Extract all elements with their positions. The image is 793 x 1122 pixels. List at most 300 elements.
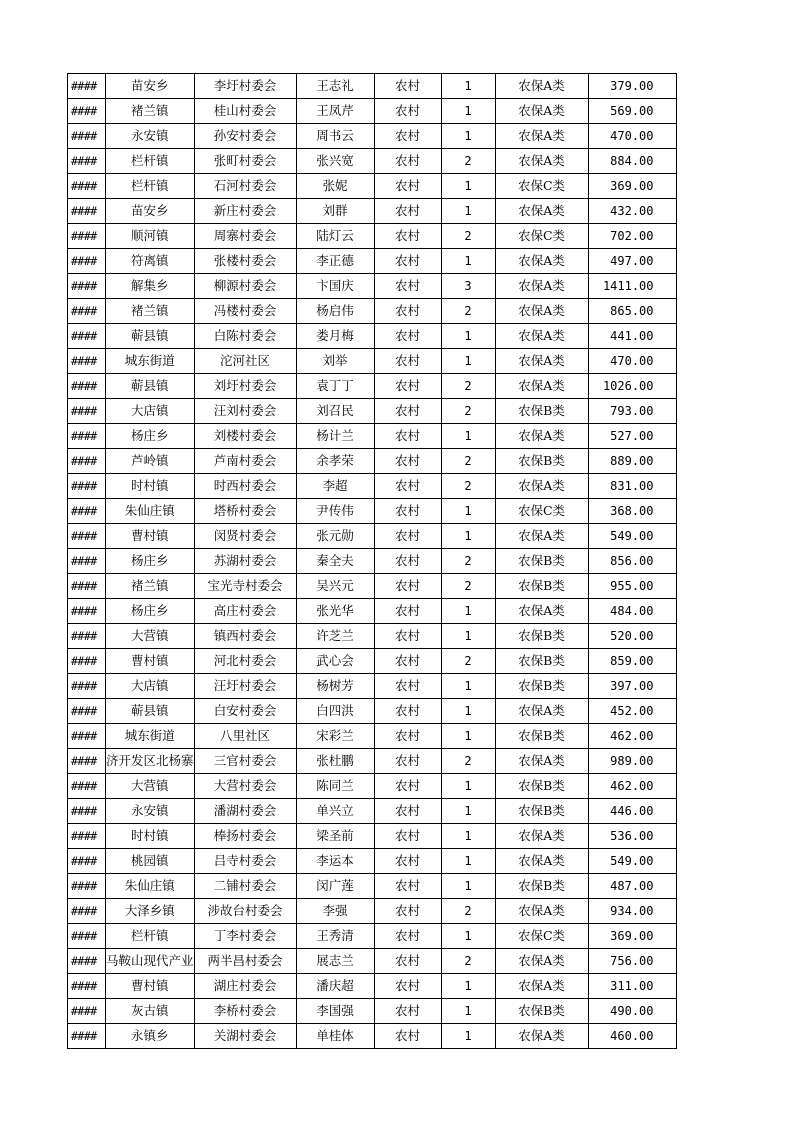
cell-insurance-class: 农保A类 <box>495 899 588 924</box>
cell-insurance-class: 农保A类 <box>495 974 588 999</box>
cell-insurance-class: 农保C类 <box>495 924 588 949</box>
cell-name: 许芝兰 <box>296 624 374 649</box>
cell-amount: 520.00 <box>588 624 676 649</box>
cell-row-id: #### <box>68 799 106 824</box>
cell-insurance-class: 农保B类 <box>495 649 588 674</box>
cell-town: 城东街道 <box>106 349 195 374</box>
cell-village: 新庄村委会 <box>194 199 296 224</box>
cell-row-id: #### <box>68 249 106 274</box>
cell-town: 栏杆镇 <box>106 174 195 199</box>
cell-village: 高庄村委会 <box>194 599 296 624</box>
cell-insurance-class: 农保A类 <box>495 1024 588 1049</box>
table-row <box>68 724 677 749</box>
cell-row-id: #### <box>68 774 106 799</box>
cell-town: 褚兰镇 <box>106 574 195 599</box>
cell-town: 城东街道 <box>106 724 195 749</box>
cell-town: 杨庄乡 <box>106 599 195 624</box>
cell-village: 汪圩村委会 <box>194 674 296 699</box>
cell-name: 展志兰 <box>296 949 374 974</box>
cell-village: 石河村委会 <box>194 174 296 199</box>
cell-name: 刘群 <box>296 199 374 224</box>
cell-insurance-class: 农保A类 <box>495 124 588 149</box>
cell-name: 娄月梅 <box>296 324 374 349</box>
cell-row-id: #### <box>68 699 106 724</box>
table-row <box>68 399 677 424</box>
cell-row-id: #### <box>68 449 106 474</box>
cell-town: 蕲县镇 <box>106 324 195 349</box>
cell-household-count: 1 <box>441 1024 495 1049</box>
cell-area-type: 农村 <box>374 199 441 224</box>
table-row <box>68 199 677 224</box>
cell-name: 卞国庆 <box>296 274 374 299</box>
cell-insurance-class: 农保A类 <box>495 424 588 449</box>
cell-row-id: #### <box>68 424 106 449</box>
cell-amount: 793.00 <box>588 399 676 424</box>
cell-household-count: 1 <box>441 599 495 624</box>
cell-row-id: #### <box>68 674 106 699</box>
cell-row-id: #### <box>68 374 106 399</box>
cell-town: 顺河镇 <box>106 224 195 249</box>
cell-town: 永安镇 <box>106 124 195 149</box>
cell-name: 梁圣前 <box>296 824 374 849</box>
cell-town: 栏杆镇 <box>106 924 195 949</box>
cell-insurance-class: 农保A类 <box>495 199 588 224</box>
cell-row-id: #### <box>68 849 106 874</box>
cell-row-id: #### <box>68 474 106 499</box>
cell-name: 武心会 <box>296 649 374 674</box>
cell-area-type: 农村 <box>374 974 441 999</box>
cell-household-count: 1 <box>441 999 495 1024</box>
cell-insurance-class: 农保B类 <box>495 549 588 574</box>
cell-insurance-class: 农保B类 <box>495 449 588 474</box>
cell-insurance-class: 农保B类 <box>495 999 588 1024</box>
table-row <box>68 124 677 149</box>
cell-insurance-class: 农保A类 <box>495 699 588 724</box>
cell-village: 丁李村委会 <box>194 924 296 949</box>
table-row <box>68 224 677 249</box>
cell-area-type: 农村 <box>374 399 441 424</box>
cell-name: 尹传伟 <box>296 499 374 524</box>
cell-village: 张町村委会 <box>194 149 296 174</box>
cell-town: 马鞍山现代产业 <box>106 949 195 974</box>
table-row <box>68 424 677 449</box>
cell-insurance-class: 农保A类 <box>495 74 588 99</box>
table-row <box>68 149 677 174</box>
cell-row-id: #### <box>68 824 106 849</box>
cell-area-type: 农村 <box>374 324 441 349</box>
cell-amount: 889.00 <box>588 449 676 474</box>
cell-area-type: 农村 <box>374 999 441 1024</box>
cell-insurance-class: 农保A类 <box>495 249 588 274</box>
cell-row-id: #### <box>68 899 106 924</box>
cell-insurance-class: 农保A类 <box>495 949 588 974</box>
cell-insurance-class: 农保A类 <box>495 524 588 549</box>
table-row <box>68 99 677 124</box>
cell-row-id: #### <box>68 874 106 899</box>
table-row <box>68 824 677 849</box>
table-row <box>68 899 677 924</box>
cell-town: 朱仙庄镇 <box>106 874 195 899</box>
cell-household-count: 2 <box>441 449 495 474</box>
cell-name: 陆灯云 <box>296 224 374 249</box>
cell-amount: 432.00 <box>588 199 676 224</box>
cell-area-type: 农村 <box>374 724 441 749</box>
cell-area-type: 农村 <box>374 274 441 299</box>
table-row <box>68 449 677 474</box>
cell-name: 李国强 <box>296 999 374 1024</box>
table-row <box>68 474 677 499</box>
cell-insurance-class: 农保A类 <box>495 274 588 299</box>
cell-name: 吴兴元 <box>296 574 374 599</box>
cell-area-type: 农村 <box>374 699 441 724</box>
cell-insurance-class: 农保A类 <box>495 149 588 174</box>
cell-area-type: 农村 <box>374 499 441 524</box>
cell-row-id: #### <box>68 574 106 599</box>
cell-area-type: 农村 <box>374 924 441 949</box>
cell-amount: 884.00 <box>588 149 676 174</box>
cell-name: 李强 <box>296 899 374 924</box>
cell-name: 王秀清 <box>296 924 374 949</box>
cell-area-type: 农村 <box>374 424 441 449</box>
data-table <box>67 73 677 1049</box>
cell-town: 褚兰镇 <box>106 99 195 124</box>
cell-row-id: #### <box>68 199 106 224</box>
table-row <box>68 574 677 599</box>
cell-row-id: #### <box>68 124 106 149</box>
cell-amount: 311.00 <box>588 974 676 999</box>
cell-town: 栏杆镇 <box>106 149 195 174</box>
cell-village: 李圩村委会 <box>194 74 296 99</box>
table-row <box>68 74 677 99</box>
cell-name: 李运本 <box>296 849 374 874</box>
cell-row-id: #### <box>68 174 106 199</box>
cell-amount: 989.00 <box>588 749 676 774</box>
cell-amount: 368.00 <box>588 499 676 524</box>
table-row <box>68 674 677 699</box>
cell-amount: 831.00 <box>588 474 676 499</box>
cell-amount: 452.00 <box>588 699 676 724</box>
cell-row-id: #### <box>68 649 106 674</box>
cell-row-id: #### <box>68 399 106 424</box>
cell-name: 单兴立 <box>296 799 374 824</box>
cell-town: 蕲县镇 <box>106 374 195 399</box>
table-row <box>68 774 677 799</box>
cell-row-id: #### <box>68 499 106 524</box>
cell-household-count: 1 <box>441 799 495 824</box>
cell-name: 王志礼 <box>296 74 374 99</box>
cell-town: 蕲县镇 <box>106 699 195 724</box>
cell-amount: 460.00 <box>588 1024 676 1049</box>
cell-row-id: #### <box>68 1024 106 1049</box>
cell-village: 刘圩村委会 <box>194 374 296 399</box>
table-row <box>68 324 677 349</box>
cell-household-count: 1 <box>441 74 495 99</box>
cell-insurance-class: 农保A类 <box>495 324 588 349</box>
cell-amount: 484.00 <box>588 599 676 624</box>
cell-town: 大店镇 <box>106 399 195 424</box>
cell-name: 袁丁丁 <box>296 374 374 399</box>
cell-name: 张杜鹏 <box>296 749 374 774</box>
cell-town: 桃园镇 <box>106 849 195 874</box>
cell-village: 柳源村委会 <box>194 274 296 299</box>
cell-name: 宋彩兰 <box>296 724 374 749</box>
cell-area-type: 农村 <box>374 349 441 374</box>
cell-household-count: 2 <box>441 749 495 774</box>
table-row <box>68 599 677 624</box>
cell-name: 张元勋 <box>296 524 374 549</box>
cell-insurance-class: 农保C类 <box>495 174 588 199</box>
table-row <box>68 1024 677 1049</box>
cell-village: 吕寺村委会 <box>194 849 296 874</box>
table-row <box>68 374 677 399</box>
cell-insurance-class: 农保A类 <box>495 349 588 374</box>
cell-household-count: 1 <box>441 824 495 849</box>
cell-town: 苗安乡 <box>106 74 195 99</box>
cell-insurance-class: 农保A类 <box>495 599 588 624</box>
table-row <box>68 974 677 999</box>
cell-name: 周书云 <box>296 124 374 149</box>
cell-household-count: 1 <box>441 774 495 799</box>
cell-area-type: 农村 <box>374 899 441 924</box>
cell-row-id: #### <box>68 724 106 749</box>
cell-amount: 955.00 <box>588 574 676 599</box>
cell-village: 白陈村委会 <box>194 324 296 349</box>
cell-town: 朱仙庄镇 <box>106 499 195 524</box>
table-body <box>68 74 677 1049</box>
cell-area-type: 农村 <box>374 624 441 649</box>
cell-area-type: 农村 <box>374 149 441 174</box>
cell-amount: 369.00 <box>588 174 676 199</box>
cell-town: 曹村镇 <box>106 524 195 549</box>
table-row <box>68 274 677 299</box>
table-row <box>68 524 677 549</box>
cell-town: 济开发区北杨寨 <box>106 749 195 774</box>
cell-area-type: 农村 <box>374 449 441 474</box>
cell-village: 苏湖村委会 <box>194 549 296 574</box>
cell-amount: 462.00 <box>588 774 676 799</box>
cell-name: 杨启伟 <box>296 299 374 324</box>
cell-village: 大营村委会 <box>194 774 296 799</box>
cell-village: 两半昌村委会 <box>194 949 296 974</box>
cell-village: 二铺村委会 <box>194 874 296 899</box>
cell-amount: 1026.00 <box>588 374 676 399</box>
cell-amount: 549.00 <box>588 849 676 874</box>
cell-row-id: #### <box>68 149 106 174</box>
cell-village: 芦南村委会 <box>194 449 296 474</box>
cell-row-id: #### <box>68 949 106 974</box>
cell-town: 时村镇 <box>106 824 195 849</box>
cell-name: 张妮 <box>296 174 374 199</box>
cell-row-id: #### <box>68 224 106 249</box>
cell-amount: 397.00 <box>588 674 676 699</box>
cell-village: 沱河社区 <box>194 349 296 374</box>
cell-amount: 1411.00 <box>588 274 676 299</box>
cell-row-id: #### <box>68 599 106 624</box>
cell-village: 镇西村委会 <box>194 624 296 649</box>
cell-village: 孙安村委会 <box>194 124 296 149</box>
cell-insurance-class: 农保A类 <box>495 299 588 324</box>
cell-household-count: 2 <box>441 299 495 324</box>
cell-insurance-class: 农保B类 <box>495 399 588 424</box>
cell-village: 三官村委会 <box>194 749 296 774</box>
cell-town: 曹村镇 <box>106 649 195 674</box>
cell-row-id: #### <box>68 999 106 1024</box>
cell-village: 周寨村委会 <box>194 224 296 249</box>
cell-town: 杨庄乡 <box>106 424 195 449</box>
table-row <box>68 349 677 374</box>
cell-name: 张兴宽 <box>296 149 374 174</box>
cell-amount: 569.00 <box>588 99 676 124</box>
cell-row-id: #### <box>68 624 106 649</box>
cell-amount: 470.00 <box>588 349 676 374</box>
cell-village: 塔桥村委会 <box>194 499 296 524</box>
table-row <box>68 749 677 774</box>
cell-name: 杨树芳 <box>296 674 374 699</box>
cell-area-type: 农村 <box>374 599 441 624</box>
cell-area-type: 农村 <box>374 249 441 274</box>
cell-household-count: 1 <box>441 849 495 874</box>
cell-household-count: 2 <box>441 574 495 599</box>
cell-household-count: 1 <box>441 199 495 224</box>
cell-household-count: 2 <box>441 474 495 499</box>
cell-village: 白安村委会 <box>194 699 296 724</box>
cell-village: 棒扬村委会 <box>194 824 296 849</box>
cell-household-count: 2 <box>441 549 495 574</box>
cell-area-type: 农村 <box>374 1024 441 1049</box>
cell-household-count: 1 <box>441 324 495 349</box>
cell-row-id: #### <box>68 99 106 124</box>
cell-insurance-class: 农保A类 <box>495 474 588 499</box>
cell-area-type: 农村 <box>374 74 441 99</box>
cell-row-id: #### <box>68 299 106 324</box>
cell-name: 单桂体 <box>296 1024 374 1049</box>
cell-amount: 369.00 <box>588 924 676 949</box>
cell-name: 王凤芹 <box>296 99 374 124</box>
cell-household-count: 1 <box>441 699 495 724</box>
cell-village: 冯楼村委会 <box>194 299 296 324</box>
cell-town: 时村镇 <box>106 474 195 499</box>
cell-area-type: 农村 <box>374 874 441 899</box>
table-row <box>68 299 677 324</box>
cell-area-type: 农村 <box>374 849 441 874</box>
cell-amount: 379.00 <box>588 74 676 99</box>
cell-amount: 490.00 <box>588 999 676 1024</box>
cell-row-id: #### <box>68 524 106 549</box>
cell-household-count: 1 <box>441 524 495 549</box>
cell-village: 张楼村委会 <box>194 249 296 274</box>
cell-area-type: 农村 <box>374 299 441 324</box>
cell-area-type: 农村 <box>374 524 441 549</box>
cell-village: 李桥村委会 <box>194 999 296 1024</box>
cell-town: 解集乡 <box>106 274 195 299</box>
cell-insurance-class: 农保A类 <box>495 849 588 874</box>
cell-name: 白四洪 <box>296 699 374 724</box>
cell-household-count: 1 <box>441 674 495 699</box>
cell-amount: 549.00 <box>588 524 676 549</box>
cell-household-count: 2 <box>441 949 495 974</box>
cell-household-count: 1 <box>441 124 495 149</box>
cell-town: 曹村镇 <box>106 974 195 999</box>
cell-area-type: 农村 <box>374 99 441 124</box>
cell-row-id: #### <box>68 749 106 774</box>
cell-amount: 859.00 <box>588 649 676 674</box>
table-row <box>68 999 677 1024</box>
table-row <box>68 624 677 649</box>
cell-area-type: 农村 <box>374 799 441 824</box>
cell-name: 李超 <box>296 474 374 499</box>
cell-village: 河北村委会 <box>194 649 296 674</box>
cell-household-count: 1 <box>441 424 495 449</box>
table-row <box>68 499 677 524</box>
cell-town: 褚兰镇 <box>106 299 195 324</box>
table-row <box>68 849 677 874</box>
cell-town: 杨庄乡 <box>106 549 195 574</box>
cell-insurance-class: 农保A类 <box>495 824 588 849</box>
cell-town: 符离镇 <box>106 249 195 274</box>
cell-name: 陈同兰 <box>296 774 374 799</box>
cell-row-id: #### <box>68 74 106 99</box>
cell-village: 关湖村委会 <box>194 1024 296 1049</box>
cell-household-count: 2 <box>441 649 495 674</box>
cell-insurance-class: 农保B类 <box>495 774 588 799</box>
cell-household-count: 1 <box>441 349 495 374</box>
cell-area-type: 农村 <box>374 674 441 699</box>
cell-household-count: 1 <box>441 874 495 899</box>
cell-area-type: 农村 <box>374 649 441 674</box>
cell-household-count: 2 <box>441 374 495 399</box>
cell-insurance-class: 农保B类 <box>495 724 588 749</box>
cell-village: 涉故台村委会 <box>194 899 296 924</box>
cell-area-type: 农村 <box>374 124 441 149</box>
cell-household-count: 1 <box>441 924 495 949</box>
cell-name: 刘召民 <box>296 399 374 424</box>
cell-insurance-class: 农保A类 <box>495 749 588 774</box>
cell-amount: 497.00 <box>588 249 676 274</box>
cell-household-count: 1 <box>441 724 495 749</box>
cell-area-type: 农村 <box>374 774 441 799</box>
cell-village: 时西村委会 <box>194 474 296 499</box>
cell-name: 杨计兰 <box>296 424 374 449</box>
cell-area-type: 农村 <box>374 174 441 199</box>
cell-town: 灰古镇 <box>106 999 195 1024</box>
cell-row-id: #### <box>68 349 106 374</box>
cell-town: 永安镇 <box>106 799 195 824</box>
cell-amount: 756.00 <box>588 949 676 974</box>
cell-village: 桂山村委会 <box>194 99 296 124</box>
cell-household-count: 3 <box>441 274 495 299</box>
cell-insurance-class: 农保A类 <box>495 99 588 124</box>
cell-amount: 446.00 <box>588 799 676 824</box>
table-row <box>68 649 677 674</box>
cell-insurance-class: 农保C类 <box>495 224 588 249</box>
cell-area-type: 农村 <box>374 474 441 499</box>
table-row <box>68 874 677 899</box>
cell-village: 湖庄村委会 <box>194 974 296 999</box>
cell-row-id: #### <box>68 549 106 574</box>
cell-household-count: 1 <box>441 174 495 199</box>
cell-insurance-class: 农保B类 <box>495 674 588 699</box>
cell-name: 张光华 <box>296 599 374 624</box>
cell-amount: 536.00 <box>588 824 676 849</box>
cell-amount: 702.00 <box>588 224 676 249</box>
cell-amount: 462.00 <box>588 724 676 749</box>
cell-amount: 470.00 <box>588 124 676 149</box>
cell-household-count: 2 <box>441 899 495 924</box>
cell-town: 大营镇 <box>106 624 195 649</box>
cell-insurance-class: 农保B类 <box>495 799 588 824</box>
cell-village: 宝光寺村委会 <box>194 574 296 599</box>
cell-amount: 441.00 <box>588 324 676 349</box>
